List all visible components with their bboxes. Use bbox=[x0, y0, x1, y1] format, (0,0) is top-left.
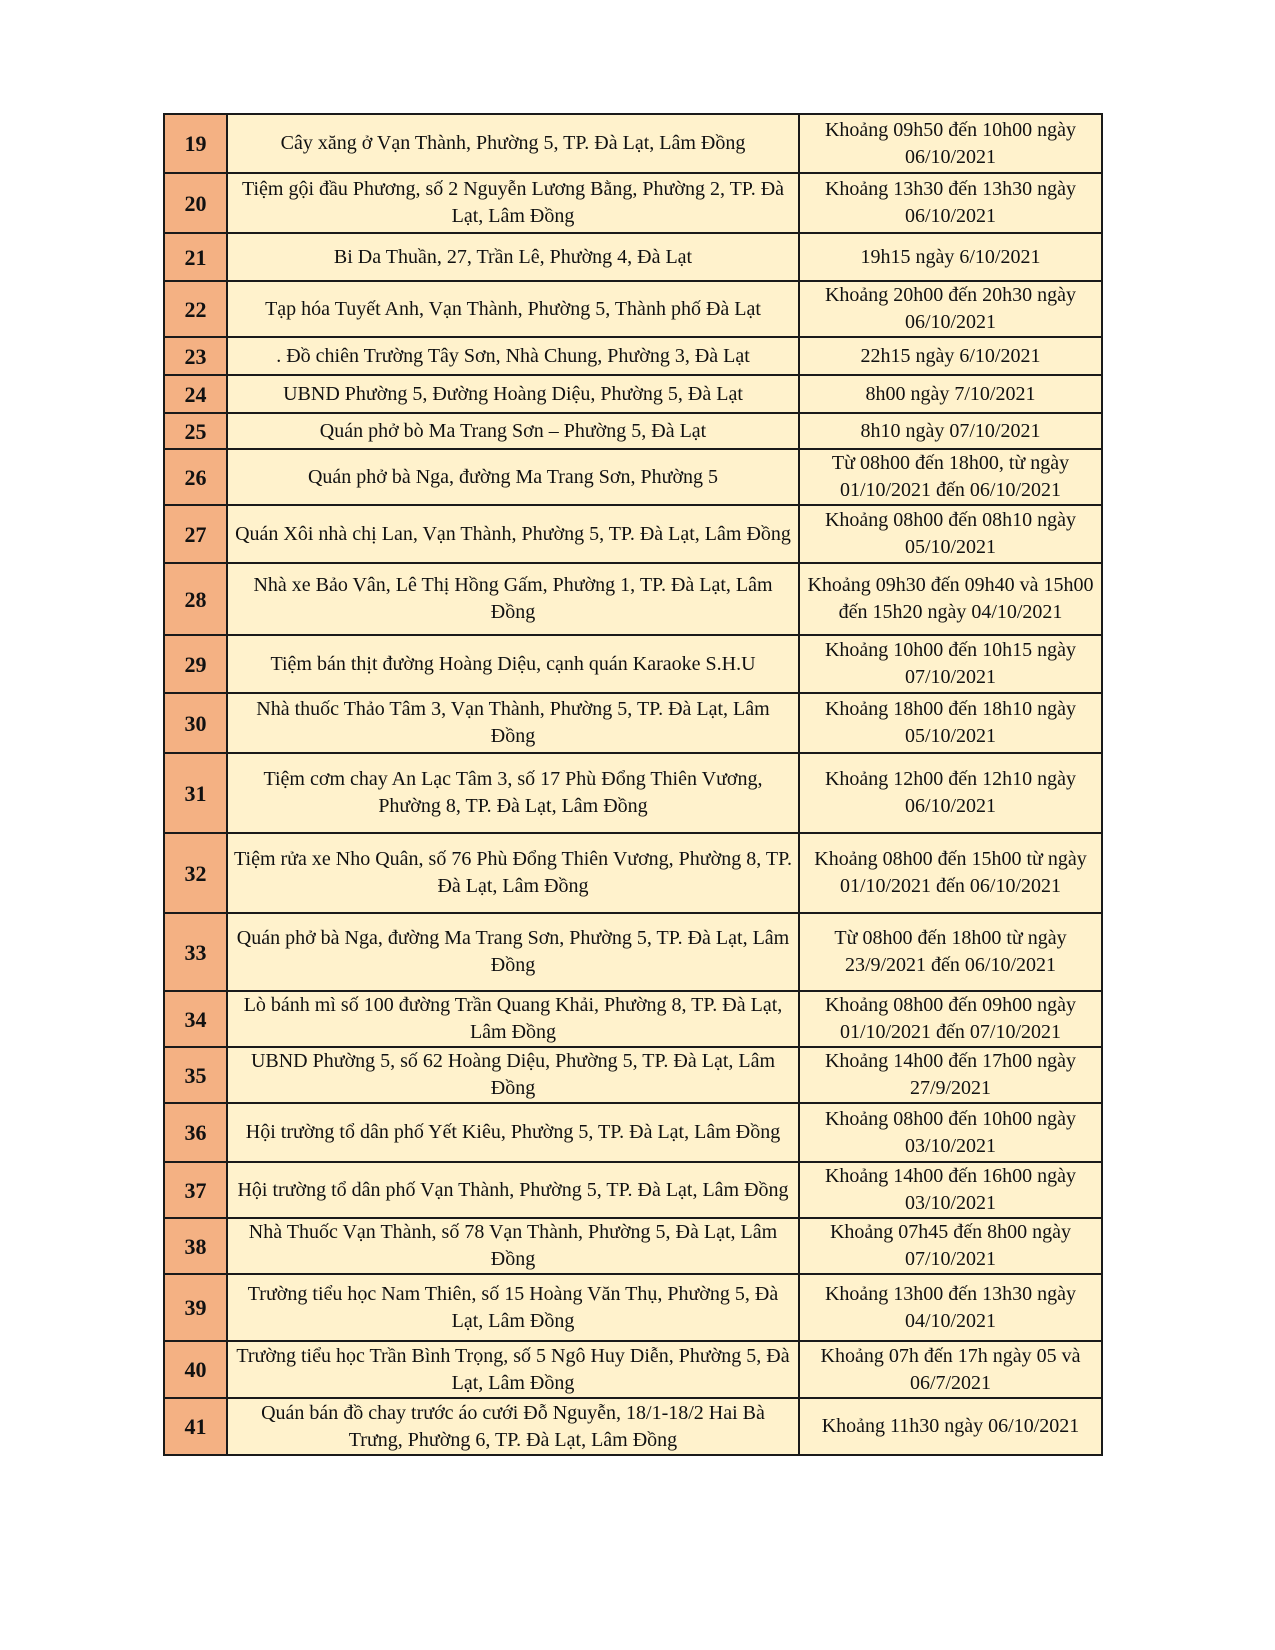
row-time: Từ 08h00 đến 18h00, từ ngày 01/10/2021 đến 06/10/2021 bbox=[799, 449, 1102, 505]
table-row bbox=[164, 1398, 1102, 1455]
row-number: 34 bbox=[164, 991, 227, 1047]
row-location: Bi Da Thuần, 27, Trần Lê, Phường 4, Đà Lạt bbox=[227, 233, 799, 281]
row-time: 19h15 ngày 6/10/2021 bbox=[799, 233, 1102, 281]
table-row bbox=[164, 913, 1102, 991]
row-number: 22 bbox=[164, 281, 227, 337]
table-row bbox=[164, 635, 1102, 693]
table-row bbox=[164, 991, 1102, 1047]
table-row bbox=[164, 563, 1102, 635]
row-number: 39 bbox=[164, 1274, 227, 1341]
row-time: Từ 08h00 đến 18h00 từ ngày 23/9/2021 đến 06/10/2021 bbox=[799, 913, 1102, 991]
table-row bbox=[164, 281, 1102, 337]
table-row bbox=[164, 114, 1102, 173]
locations-table bbox=[163, 113, 1103, 1456]
row-number: 20 bbox=[164, 173, 227, 233]
row-location: Tiệm gội đầu Phương, số 2 Nguyễn Lương Bằng, Phường 2, TP. Đà Lạt, Lâm Đồng bbox=[227, 173, 799, 233]
table-row bbox=[164, 1103, 1102, 1162]
table-row bbox=[164, 173, 1102, 233]
table-row bbox=[164, 1162, 1102, 1218]
row-location: Quán Xôi nhà chị Lan, Vạn Thành, Phường 5, TP. Đà Lạt, Lâm Đồng bbox=[227, 505, 799, 563]
row-time: Khoảng 08h00 đến 09h00 ngày 01/10/2021 đến 07/10/2021 bbox=[799, 991, 1102, 1047]
table-row bbox=[164, 1047, 1102, 1103]
row-number: 32 bbox=[164, 833, 227, 913]
table-row bbox=[164, 375, 1102, 413]
row-time: 22h15 ngày 6/10/2021 bbox=[799, 337, 1102, 375]
table-row bbox=[164, 1218, 1102, 1274]
row-location: Tiệm cơm chay An Lạc Tâm 3, số 17 Phù Đổng Thiên Vương, Phường 8, TP. Đà Lạt, Lâm Đồng bbox=[227, 753, 799, 833]
row-number: 40 bbox=[164, 1341, 227, 1398]
row-location: Quán phở bò Ma Trang Sơn – Phường 5, Đà Lạt bbox=[227, 413, 799, 449]
row-time: Khoảng 08h00 đến 08h10 ngày 05/10/2021 bbox=[799, 505, 1102, 563]
row-location: UBND Phường 5, số 62 Hoàng Diệu, Phường 5, TP. Đà Lạt, Lâm Đồng bbox=[227, 1047, 799, 1103]
row-location: UBND Phường 5, Đường Hoàng Diệu, Phường 5, Đà Lạt bbox=[227, 375, 799, 413]
row-location: Nhà Thuốc Vạn Thành, số 78 Vạn Thành, Phường 5, Đà Lạt, Lâm Đồng bbox=[227, 1218, 799, 1274]
row-time: Khoảng 09h50 đến 10h00 ngày 06/10/2021 bbox=[799, 114, 1102, 173]
row-time: Khoảng 13h30 đến 13h30 ngày 06/10/2021 bbox=[799, 173, 1102, 233]
row-time: 8h10 ngày 07/10/2021 bbox=[799, 413, 1102, 449]
row-number: 26 bbox=[164, 449, 227, 505]
row-number: 24 bbox=[164, 375, 227, 413]
row-number: 25 bbox=[164, 413, 227, 449]
row-number: 35 bbox=[164, 1047, 227, 1103]
table-row bbox=[164, 753, 1102, 833]
row-number: 38 bbox=[164, 1218, 227, 1274]
table-row bbox=[164, 693, 1102, 753]
row-location: Hội trường tổ dân phố Vạn Thành, Phường 5, TP. Đà Lạt, Lâm Đồng bbox=[227, 1162, 799, 1218]
row-time: Khoảng 12h00 đến 12h10 ngày 06/10/2021 bbox=[799, 753, 1102, 833]
row-location: Quán phở bà Nga, đường Ma Trang Sơn, Phường 5 bbox=[227, 449, 799, 505]
table-row bbox=[164, 833, 1102, 913]
row-location: Trường tiểu học Nam Thiên, số 15 Hoàng Văn Thụ, Phường 5, Đà Lạt, Lâm Đồng bbox=[227, 1274, 799, 1341]
row-location: Nhà xe Bảo Vân, Lê Thị Hồng Gấm, Phường 1, TP. Đà Lạt, Lâm Đồng bbox=[227, 563, 799, 635]
row-location: Trường tiểu học Trần Bình Trọng, số 5 Ngô Huy Diễn, Phường 5, Đà Lạt, Lâm Đồng bbox=[227, 1341, 799, 1398]
table-row bbox=[164, 1341, 1102, 1398]
table-row bbox=[164, 449, 1102, 505]
row-location: Tiệm rửa xe Nho Quân, số 76 Phù Đổng Thiên Vương, Phường 8, TP. Đà Lạt, Lâm Đồng bbox=[227, 833, 799, 913]
row-location: Quán bán đồ chay trước áo cưới Đỗ Nguyễn, 18/1-18/2 Hai Bà Trưng, Phường 6, TP. Đà Lạt, Lâm Đồng bbox=[227, 1398, 799, 1455]
table-row bbox=[164, 233, 1102, 281]
row-number: 41 bbox=[164, 1398, 227, 1455]
row-location: . Đồ chiên Trường Tây Sơn, Nhà Chung, Phường 3, Đà Lạt bbox=[227, 337, 799, 375]
row-number: 30 bbox=[164, 693, 227, 753]
table-row bbox=[164, 505, 1102, 563]
row-time: Khoảng 08h00 đến 15h00 từ ngày 01/10/2021 đến 06/10/2021 bbox=[799, 833, 1102, 913]
row-number: 37 bbox=[164, 1162, 227, 1218]
table-row bbox=[164, 337, 1102, 375]
row-number: 29 bbox=[164, 635, 227, 693]
row-number: 21 bbox=[164, 233, 227, 281]
row-number: 19 bbox=[164, 114, 227, 173]
row-location: Nhà thuốc Thảo Tâm 3, Vạn Thành, Phường 5, TP. Đà Lạt, Lâm Đồng bbox=[227, 693, 799, 753]
table-row bbox=[164, 1274, 1102, 1341]
table-row bbox=[164, 413, 1102, 449]
row-time: 8h00 ngày 7/10/2021 bbox=[799, 375, 1102, 413]
row-time: Khoảng 10h00 đến 10h15 ngày 07/10/2021 bbox=[799, 635, 1102, 693]
row-time: Khoảng 07h đến 17h ngày 05 và 06/7/2021 bbox=[799, 1341, 1102, 1398]
row-location: Lò bánh mì số 100 đường Trần Quang Khải, Phường 8, TP. Đà Lạt, Lâm Đồng bbox=[227, 991, 799, 1047]
row-number: 33 bbox=[164, 913, 227, 991]
row-location: Hội trường tổ dân phố Yết Kiêu, Phường 5, TP. Đà Lạt, Lâm Đồng bbox=[227, 1103, 799, 1162]
row-number: 27 bbox=[164, 505, 227, 563]
row-location: Cây xăng ở Vạn Thành, Phường 5, TP. Đà Lạt, Lâm Đồng bbox=[227, 114, 799, 173]
row-number: 28 bbox=[164, 563, 227, 635]
row-number: 23 bbox=[164, 337, 227, 375]
row-location: Tiệm bán thịt đường Hoàng Diệu, cạnh quán Karaoke S.H.U bbox=[227, 635, 799, 693]
row-number: 36 bbox=[164, 1103, 227, 1162]
row-time: Khoảng 09h30 đến 09h40 và 15h00 đến 15h20 ngày 04/10/2021 bbox=[799, 563, 1102, 635]
row-time: Khoảng 11h30 ngày 06/10/2021 bbox=[799, 1398, 1102, 1455]
row-time: Khoảng 20h00 đến 20h30 ngày 06/10/2021 bbox=[799, 281, 1102, 337]
row-time: Khoảng 14h00 đến 16h00 ngày 03/10/2021 bbox=[799, 1162, 1102, 1218]
row-time: Khoảng 08h00 đến 10h00 ngày 03/10/2021 bbox=[799, 1103, 1102, 1162]
row-time: Khoảng 18h00 đến 18h10 ngày 05/10/2021 bbox=[799, 693, 1102, 753]
row-time: Khoảng 14h00 đến 17h00 ngày 27/9/2021 bbox=[799, 1047, 1102, 1103]
row-time: Khoảng 07h45 đến 8h00 ngày 07/10/2021 bbox=[799, 1218, 1102, 1274]
row-number: 31 bbox=[164, 753, 227, 833]
row-location: Tạp hóa Tuyết Anh, Vạn Thành, Phường 5, Thành phố Đà Lạt bbox=[227, 281, 799, 337]
row-location: Quán phở bà Nga, đường Ma Trang Sơn, Phường 5, TP. Đà Lạt, Lâm Đồng bbox=[227, 913, 799, 991]
table-body bbox=[164, 114, 1102, 1455]
row-time: Khoảng 13h00 đến 13h30 ngày 04/10/2021 bbox=[799, 1274, 1102, 1341]
